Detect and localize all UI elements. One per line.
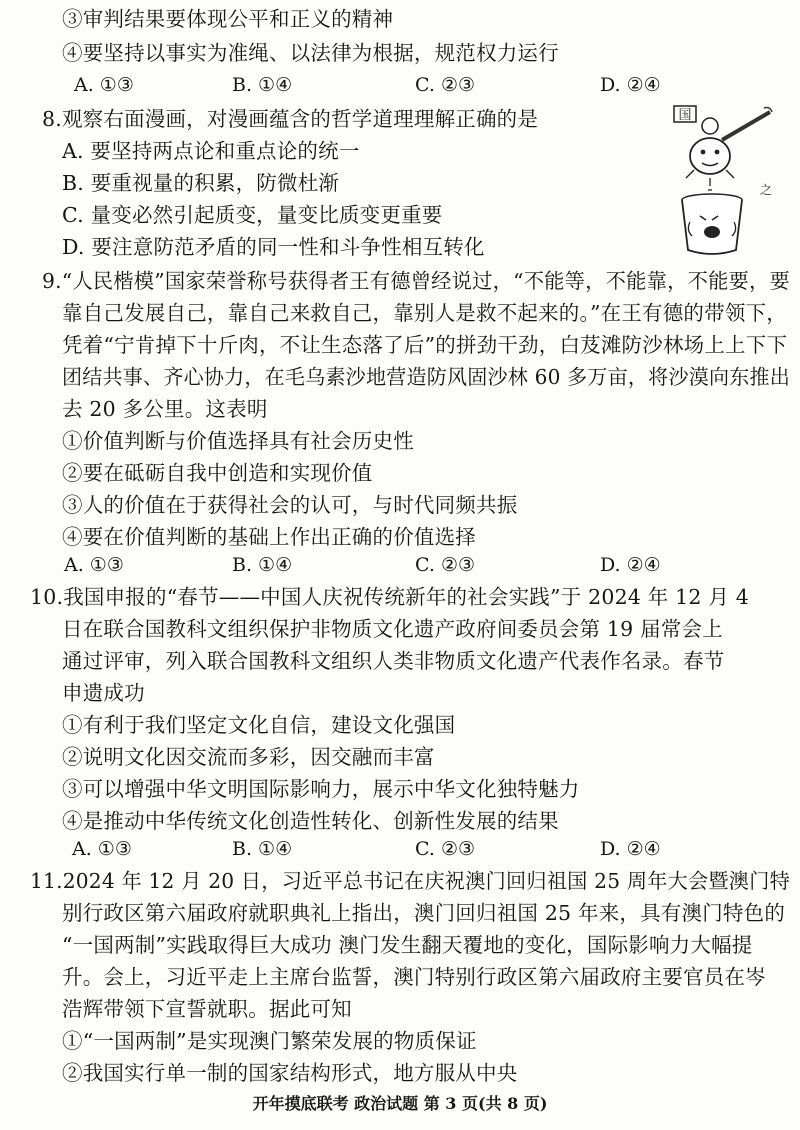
q9-stem-line-5: 去 20 多公里。这表明 — [62, 397, 268, 421]
q8-stem-line — [42, 104, 538, 134]
q10-option-a: A. ①③ — [72, 838, 132, 860]
q10-option-b: B. ①④ — [232, 838, 293, 860]
q10-stem-1: 我国申报的“春节——中国人庆祝传统新年的社会实践”于 2024 年 12 月 4 — [63, 585, 750, 609]
q10-option-d: D. ②④ — [600, 838, 661, 860]
q9-stem-line-4: 团结共事、齐心协力，在毛乌素沙地营造防风固沙林 60 多万亩，将沙漠向东推出 — [62, 365, 791, 389]
cartoon-pole — [722, 112, 770, 140]
q11-statement-1: ①“一国两制”是实现澳门繁荣发展的物质保证 — [62, 1029, 477, 1053]
prev-statement-3: ③审判结果要体现公平和正义的精神 — [62, 7, 394, 31]
q10-statement-1: ①有利于我们坚定文化自信，建设文化强国 — [62, 713, 456, 737]
cartoon-eye-left — [701, 150, 706, 155]
q8-choice-d: D. 要注意防范矛盾的同一性和斗争性相互转化 — [62, 235, 485, 259]
prev-statement-4: ④要坚持以事实为准绳、以法律为根据，规范权力运行 — [62, 41, 559, 65]
q11-number: 11. — [30, 869, 63, 893]
q10-stem-line-1 — [30, 582, 749, 612]
prev-option-d: D. ②④ — [600, 74, 661, 96]
q11-statement-2: ②我国实行单一制的国家结构形式，地方服从中央 — [62, 1061, 518, 1085]
prev-option-c: C. ②③ — [415, 74, 476, 96]
q8-choice-a: A. 要坚持两点论和重点论的统一 — [62, 139, 360, 163]
page-footer: 开年摸底联考 政治试题 第 3 页(共 8 页) — [252, 1094, 548, 1113]
cartoon-sign: 之 — [760, 183, 773, 197]
cartoon-drip — [708, 178, 712, 190]
prev-option-b: B. ①④ — [232, 74, 293, 96]
q8-choice-b: B. 要重视量的积累，防微杜渐 — [62, 171, 340, 195]
q10-statement-3: ③可以增强中华文明国际影响力，展示中华文化独特魅力 — [62, 777, 580, 801]
q11-stem-line-2: 别行政区第六届政府就职典礼上指出，澳门回归祖国 25 年来，具有澳门特色的 — [62, 901, 786, 925]
q9-option-a: A. ①③ — [64, 554, 124, 576]
q11-stem-line-5: 浩辉带领下宣誓就职。据此可知 — [62, 997, 352, 1021]
cartoon-eye-right — [715, 150, 720, 155]
q11-stem-line-1 — [30, 866, 790, 896]
q10-option-c: C. ②③ — [415, 838, 476, 860]
q8-cartoon — [668, 100, 780, 260]
prev-option-a: A. ①③ — [74, 74, 134, 96]
q10-stem-line-2: 日在联合国教科文组织保护非物质文化遗产政府间委员会第 19 届常会上 — [62, 617, 723, 641]
q9-statement-4: ④要在价值判断的基础上作出正确的价值选择 — [62, 525, 476, 549]
q11-stem-1: 2024 年 12 月 20 日，习近平总书记在庆祝澳门回归祖国 25 周年大会暨澳门特 — [62, 869, 790, 893]
q9-option-b: B. ①④ — [232, 554, 293, 576]
q9-stem-line-1 — [42, 266, 790, 296]
q8-stem: 观察右面漫画，对漫画蕴含的哲学道理理解正确的是 — [61, 107, 539, 131]
q9-option-d: D. ②④ — [600, 554, 661, 576]
q10-statement-4: ④是推动中华传统文化创造性转化、创新性发展的结果 — [62, 809, 559, 833]
q10-stem-line-3: 通过评审，列入联合国教科文组织人类非物质文化遗产代表作名录。春节 — [62, 649, 725, 673]
cartoon-label: 国 — [678, 108, 692, 123]
q10-statement-2: ②说明文化因交流而多彩，因交融而丰富 — [62, 745, 435, 769]
cartoon-body-top — [690, 138, 730, 174]
q9-number: 9. — [42, 269, 62, 293]
q9-option-c: C. ②③ — [415, 554, 476, 576]
q11-stem-line-3: “一国两制”实践取得巨大成功 澳门发生翻天覆地的变化，国际影响力大幅提 — [62, 933, 753, 957]
q9-stem-1: “人民楷模”国家荣誉称号获得者王有德曾经说过，“不能等，不能靠，不能要，要 — [61, 269, 791, 293]
q9-statement-1: ①价值判断与价值选择具有社会历史性 — [62, 429, 414, 453]
q9-stem-line-3: 凭着“宁肯掉下十斤肉，不让生态落了后”的拼劲干劲，白芨滩防沙林场上上下下 — [62, 333, 788, 357]
q11-stem-line-4: 升。会上，习近平走上主席台监誓，澳门特别行政区第六届政府主要官员在岑 — [62, 965, 766, 989]
q9-stem-line-2: 靠自己发展自己，靠自己来救自己，靠别人是救不起来的。”在王有德的带领下， — [62, 301, 787, 325]
q9-statement-3: ③人的价值在于获得社会的认可，与时代同频共振 — [62, 493, 518, 517]
q10-stem-line-4: 申遗成功 — [62, 681, 145, 705]
q10-number: 10. — [30, 585, 64, 609]
cartoon-head-top — [702, 118, 718, 134]
q8-choice-c: C. 量变必然引起质变，量变比质变更重要 — [62, 203, 443, 227]
cartoon-pot-mouth — [704, 226, 720, 238]
q9-statement-2: ②要在砥砺自我中创造和实现价值 — [62, 461, 373, 485]
q8-number: 8. — [42, 107, 62, 131]
